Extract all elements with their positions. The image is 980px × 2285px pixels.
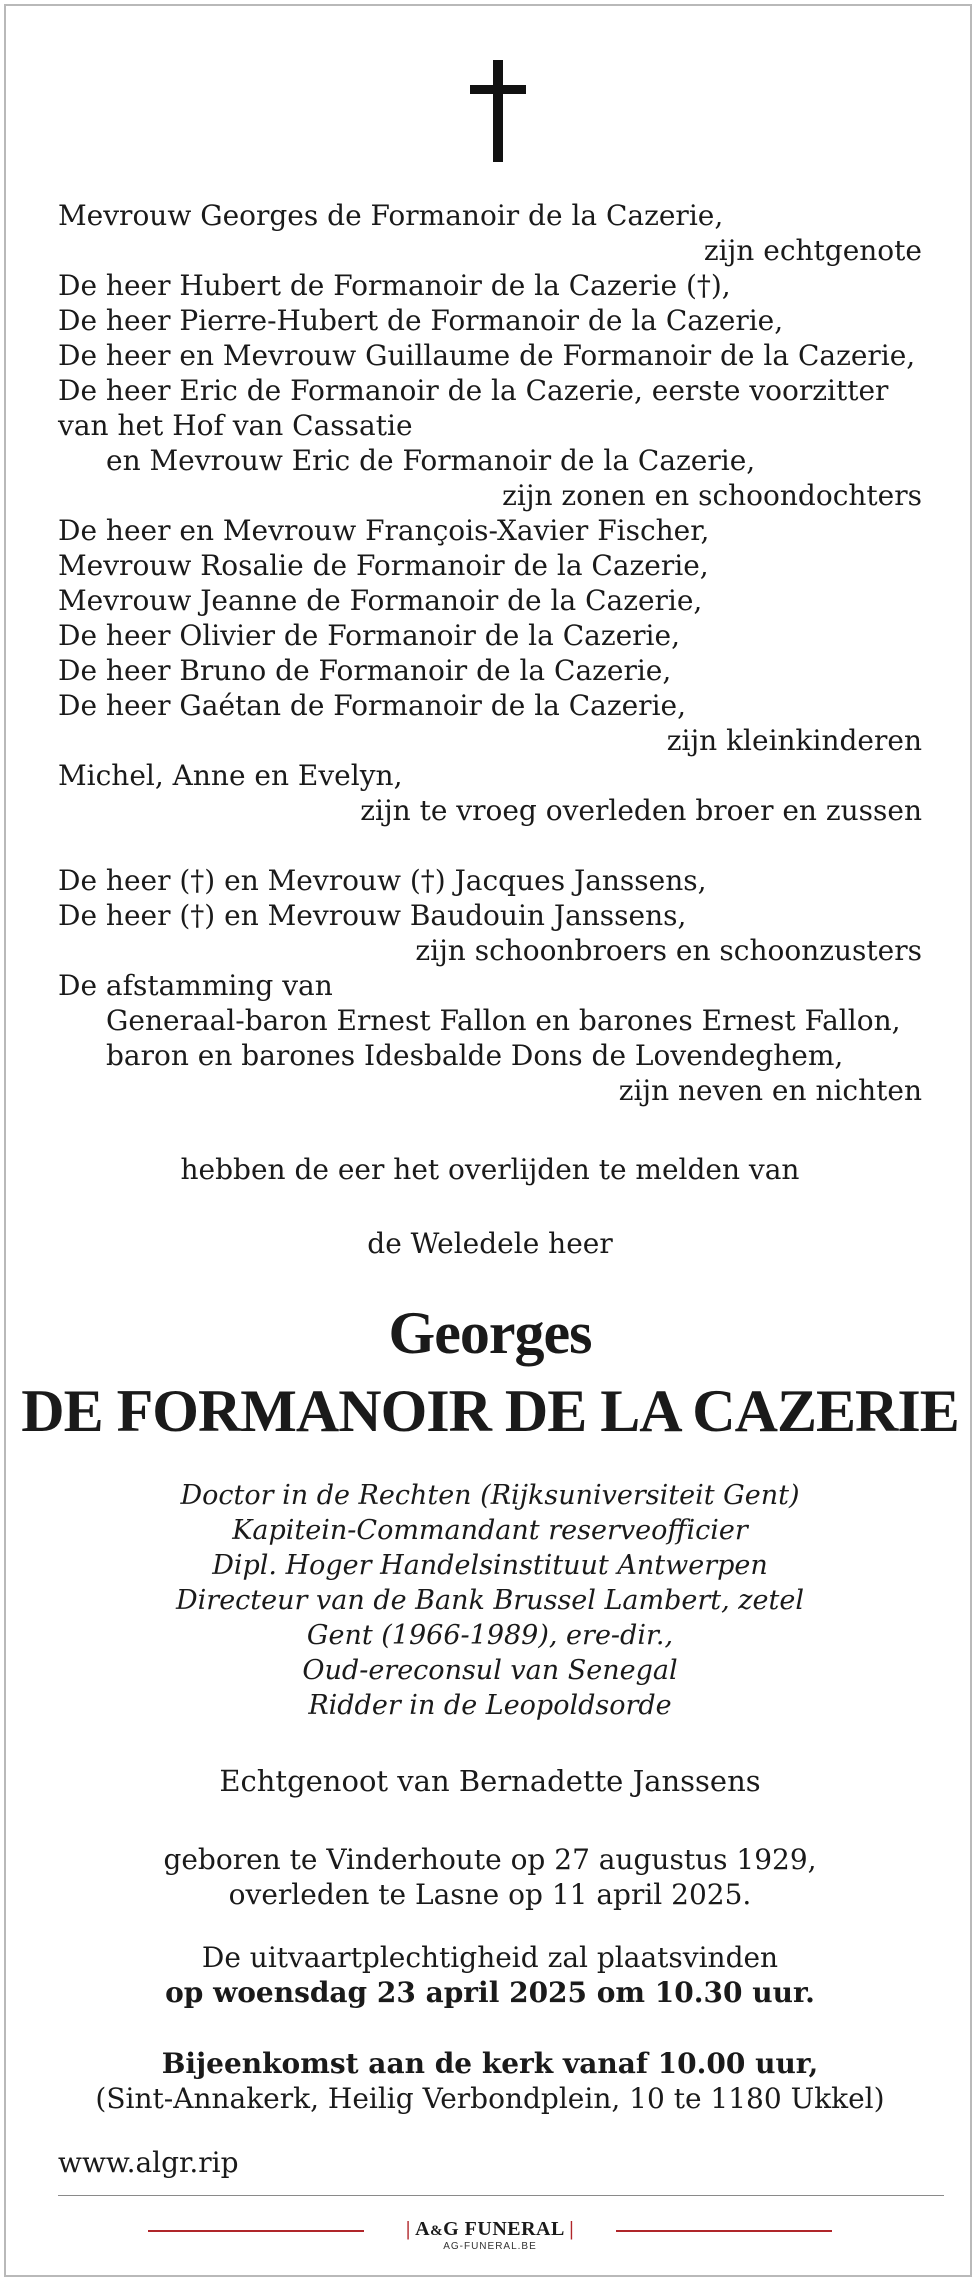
- family-line: De heer Olivier de Formanoir de la Cazerie,: [58, 619, 680, 652]
- family-list: [58, 198, 922, 1108]
- family-line: zijn schoonbroers en schoonzusters: [415, 934, 922, 967]
- logo-rule-left: [148, 2230, 364, 2232]
- family-line: zijn echtgenote: [703, 234, 922, 267]
- logo-ampersand: &: [430, 2223, 444, 2239]
- title-line: Kapitein-Commandant reserveofficier: [232, 1515, 748, 1546]
- title-line: Oud-ereconsul van Senegal: [302, 1655, 678, 1686]
- family-line: zijn neven en nichten: [618, 1074, 922, 1107]
- announcement: hebben de eer het overlijden te melden van: [180, 1153, 800, 1186]
- family-line: De heer Hubert de Formanoir de la Cazerie (†),: [58, 269, 731, 302]
- family-line: De heer Pierre-Hubert de Formanoir de la Cazerie,: [58, 304, 784, 337]
- family-line: Generaal-baron Ernest Fallon en barones Ernest Fallon,: [106, 1004, 901, 1037]
- title-line: Gent (1966-1989), ere-dir.,: [306, 1620, 674, 1651]
- deceased-surname: DE FORMANOIR DE LA CAZERIE: [21, 1378, 959, 1444]
- logo-brand-prefix: A: [415, 2218, 431, 2240]
- family-line: De heer en Mevrouw François-Xavier Fischer,: [58, 514, 710, 547]
- funeral-intro: De uitvaartplechtigheid zal plaatsvinden: [201, 1941, 779, 1974]
- funeral-home-logo: [0, 2216, 980, 2256]
- location-line: (Sint-Annakerk, Heilig Verbondplein, 10 te 1180 Ukkel): [95, 2082, 885, 2115]
- birth-line: geboren te Vinderhoute op 27 augustus 1929,: [163, 1843, 817, 1876]
- spouse-line: Echtgenoot van Bernadette Janssens: [219, 1764, 761, 1798]
- family-line: Mevrouw Jeanne de Formanoir de la Cazerie,: [58, 584, 703, 617]
- family-line: Michel, Anne en Evelyn,: [58, 759, 403, 792]
- logo-brand-suffix: G FUNERAL: [443, 2218, 564, 2240]
- family-line: zijn kleinkinderen: [666, 724, 922, 757]
- family-line: De heer Eric de Formanoir de la Cazerie, eerste voorzitter: [58, 374, 889, 407]
- family-line: van het Hof van Cassatie: [58, 409, 413, 442]
- funeral-date: op woensdag 23 april 2025 om 10.30 uur.: [165, 1976, 815, 2009]
- family-line: [58, 828, 922, 863]
- family-line: De heer Bruno de Formanoir de la Cazerie,: [58, 654, 672, 687]
- title-line: Doctor in de Rechten (Rijksuniversiteit Gent): [180, 1480, 800, 1511]
- family-line: De heer Gaétan de Formanoir de la Cazerie,: [58, 689, 686, 722]
- deceased-first-name: Georges: [388, 1300, 592, 1366]
- family-line: De afstamming van: [58, 969, 333, 1002]
- footer-divider: [58, 2195, 944, 2196]
- meeting-line: Bijeenkomst aan de kerk vanaf 10.00 uur,: [161, 2047, 819, 2080]
- family-line: Mevrouw Rosalie de Formanoir de la Cazerie,: [58, 549, 709, 582]
- family-line: De heer (†) en Mevrouw Baudouin Janssens,: [58, 899, 687, 932]
- website-link[interactable]: www.algr.rip: [58, 2146, 239, 2179]
- titles-list: [0, 1478, 980, 1723]
- title-line: Dipl. Hoger Handelsinstituut Antwerpen: [212, 1550, 768, 1581]
- death-line: overleden te Lasne op 11 april 2025.: [228, 1878, 752, 1911]
- family-line: De heer (†) en Mevrouw (†) Jacques Janssens,: [58, 864, 707, 897]
- family-line: zijn zonen en schoondochters: [502, 479, 922, 512]
- logo-rule-right: [616, 2230, 832, 2232]
- title-line: Ridder in de Leopoldsorde: [308, 1690, 672, 1721]
- cross-icon: [470, 60, 526, 162]
- family-line: Mevrouw Georges de Formanoir de la Cazerie,: [58, 199, 724, 232]
- honorific: de Weledele heer: [367, 1227, 613, 1260]
- family-line: en Mevrouw Eric de Formanoir de la Cazerie,: [106, 444, 756, 477]
- logo-brand: | A&G FUNERAL |: [405, 2218, 575, 2240]
- family-line: zijn te vroeg overleden broer en zussen: [360, 794, 922, 827]
- family-line: baron en barones Idesbalde Dons de Lovendeghem,: [106, 1039, 844, 1072]
- title-line: Directeur van de Bank Brussel Lambert, zetel: [176, 1585, 804, 1616]
- family-line: De heer en Mevrouw Guillaume de Formanoir de la Cazerie,: [58, 339, 916, 372]
- logo-subtitle: AG-FUNERAL.BE: [443, 2241, 537, 2252]
